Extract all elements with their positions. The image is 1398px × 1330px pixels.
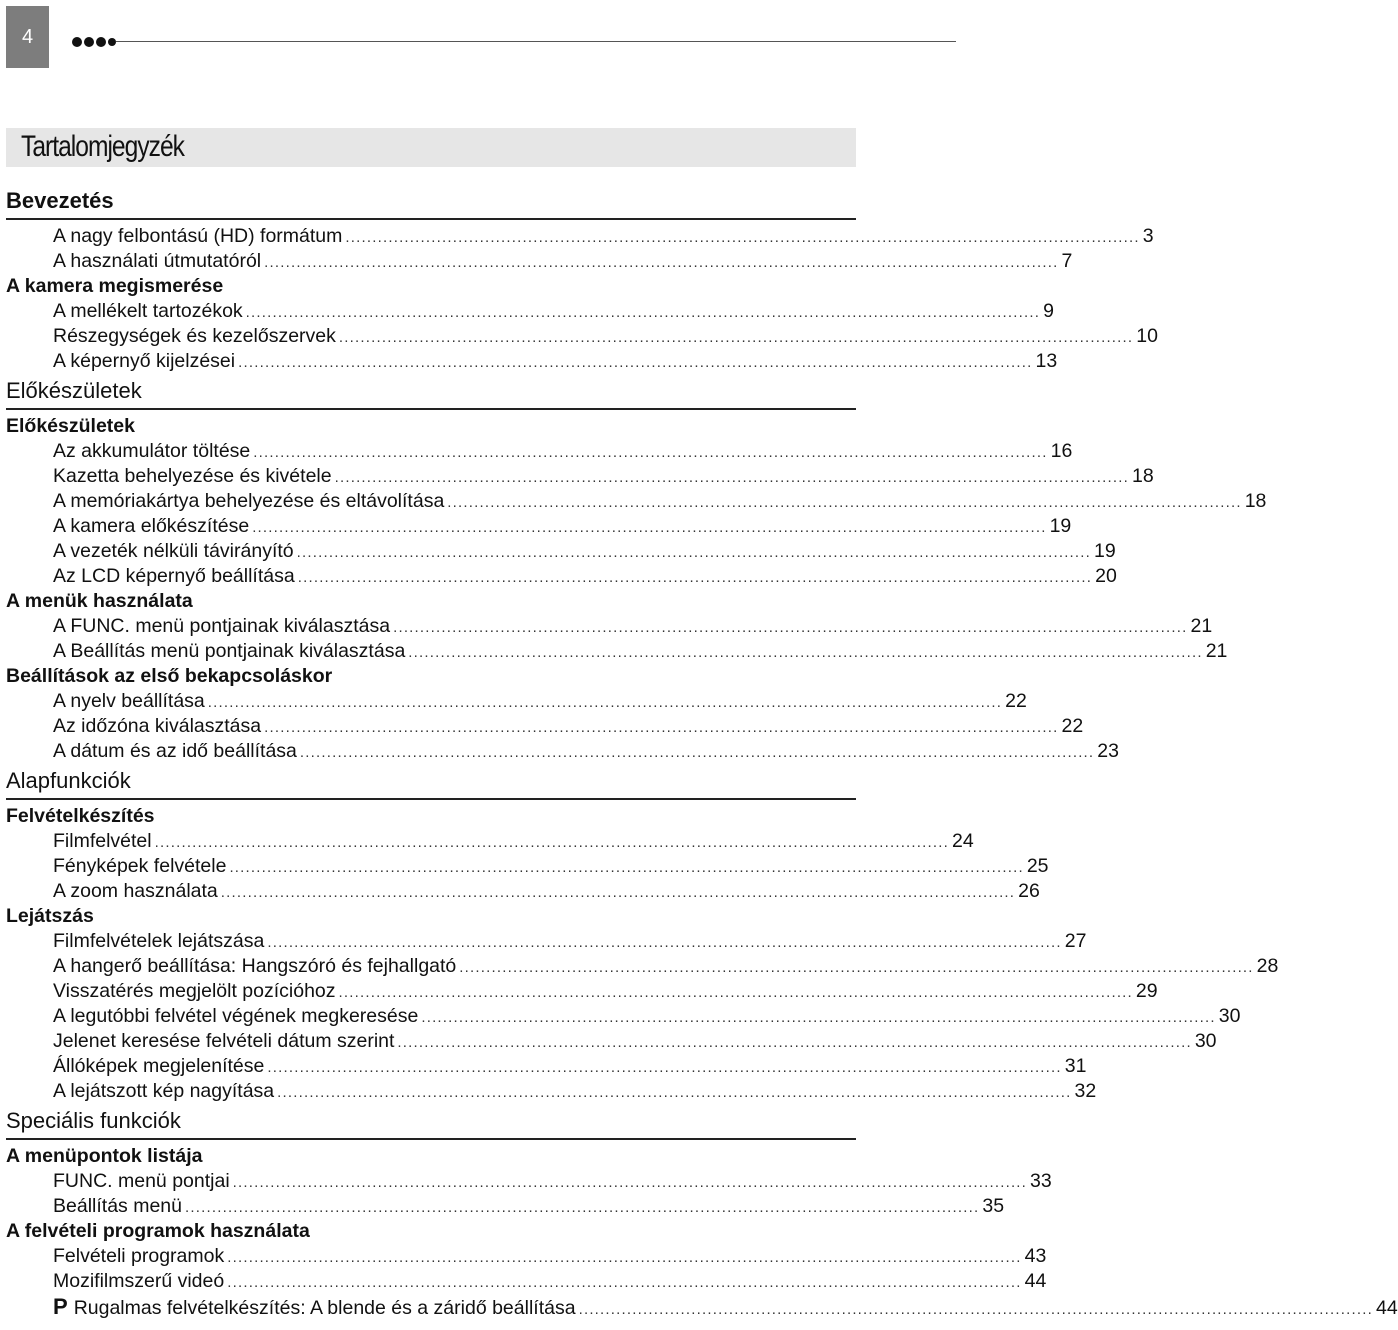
toc-entry-page: 21 — [1205, 640, 1228, 662]
table-of-contents — [6, 184, 1398, 1319]
toc-entry[interactable] — [6, 954, 1279, 979]
page-number-box — [6, 6, 49, 68]
toc-entry-label: Jelenet keresése felvételi dátum szerint — [53, 1030, 395, 1052]
header-dot — [72, 37, 82, 47]
leader-dots: .................................................................................................................................................... — [297, 569, 1093, 586]
section-heading: Bevezetés — [6, 184, 856, 220]
leader-dots: .................................................................................................................................................... — [299, 744, 1095, 761]
toc-entry-page: 19 — [1049, 515, 1072, 537]
leader-dots: .................................................................................................................................................... — [338, 329, 1134, 346]
toc-entry[interactable] — [6, 979, 1158, 1004]
toc-entry[interactable] — [6, 299, 1054, 324]
section-heading: Előkészületek — [6, 374, 856, 410]
toc-entry-label: Az időzóna kiválasztása — [53, 715, 262, 737]
toc-entry-page: 22 — [1005, 690, 1027, 712]
toc-entry[interactable] — [6, 1244, 1047, 1269]
leader-dots: .................................................................................................................................................... — [154, 834, 949, 851]
toc-entry-page: 26 — [1018, 880, 1040, 902]
header-dot — [84, 37, 94, 47]
subsection-heading: Lejátszás — [6, 905, 94, 927]
toc-entry-page: 44 — [1375, 1297, 1398, 1319]
toc-entry-page: 27 — [1064, 930, 1087, 952]
leader-dots: .................................................................................................................................................... — [253, 444, 1048, 461]
toc-entry-page: 21 — [1190, 615, 1213, 637]
toc-entry-page: 18 — [1244, 490, 1267, 512]
toc-entry-label: Visszatérés megjelölt pozícióhoz — [53, 980, 336, 1002]
toc-entry-label: Mozifilmszerű videó — [53, 1270, 225, 1292]
leader-dots: .................................................................................................................................................... — [264, 254, 1059, 271]
toc-entry-label: Felvételi programok — [53, 1245, 225, 1267]
toc-entry-page: 29 — [1135, 980, 1158, 1002]
toc-entry-label: A kamera előkészítése — [53, 515, 250, 537]
toc-entry[interactable] — [6, 324, 1158, 349]
toc-entry-page: 7 — [1061, 250, 1073, 272]
subsection-heading: Felvételkészítés — [6, 805, 155, 827]
toc-entry[interactable] — [6, 1294, 1398, 1319]
toc-entry-label: A dátum és az idő beállítása — [53, 740, 297, 762]
page-number: 4 — [21, 25, 34, 48]
toc-entry-label: A képernyő kijelzései — [53, 350, 236, 372]
toc-entry[interactable] — [6, 224, 1154, 249]
leader-dots: .................................................................................................................................................... — [421, 1009, 1216, 1026]
section-heading: Speciális funkciók — [6, 1104, 856, 1140]
toc-entry[interactable] — [6, 1194, 1005, 1219]
toc-entry[interactable] — [6, 539, 1116, 564]
leader-dots: .................................................................................................................................................... — [252, 519, 1047, 536]
header-dot — [96, 37, 106, 47]
toc-entry[interactable] — [6, 464, 1154, 489]
title-bar — [6, 128, 856, 167]
leader-dots: .................................................................................................................................................... — [245, 304, 1041, 321]
subsection-heading: A felvételi programok használata — [6, 1220, 310, 1242]
toc-entry[interactable] — [6, 829, 974, 854]
toc-entry-label: Részegységek és kezelőszervek — [53, 325, 336, 347]
leader-dots: .................................................................................................................................................... — [229, 859, 1024, 876]
leader-dots: .................................................................................................................................................... — [345, 229, 1140, 246]
toc-entry[interactable] — [6, 639, 1228, 664]
leader-dots: .................................................................................................................................................... — [338, 984, 1133, 1001]
toc-entry-page: 20 — [1095, 565, 1117, 587]
toc-entry-label: FUNC. menü pontjai — [53, 1170, 230, 1192]
toc-entry[interactable] — [6, 1054, 1087, 1079]
toc-entry[interactable] — [6, 854, 1049, 879]
toc-entry-page: 13 — [1035, 350, 1058, 372]
toc-entry-page: 28 — [1256, 955, 1279, 977]
toc-entry-page: 18 — [1131, 465, 1154, 487]
leader-dots: .................................................................................................................................................... — [277, 1084, 1072, 1101]
toc-entry-label: A használati útmutatóról — [53, 250, 262, 272]
toc-entry-page: 10 — [1136, 325, 1158, 347]
toc-entry[interactable] — [6, 349, 1058, 374]
toc-entry[interactable] — [6, 249, 1073, 274]
subsection-heading: A menüpontok listája — [6, 1145, 203, 1167]
toc-entry[interactable] — [6, 439, 1073, 464]
toc-entry-page: 23 — [1097, 740, 1119, 762]
subsection-heading: A menük használata — [6, 590, 193, 612]
toc-entry-label: Fényképek felvétele — [53, 855, 227, 877]
toc-entry-label: A vezeték nélküli távirányító — [53, 540, 294, 562]
leader-dots: .................................................................................................................................................... — [408, 644, 1203, 661]
leader-dots: .................................................................................................................................................... — [264, 719, 1059, 736]
toc-entry[interactable] — [6, 1079, 1097, 1104]
toc-entry-label: P Rugalmas felvételkészítés: A blende és a záridő beállítása — [53, 1294, 576, 1319]
toc-entry-label: A nagy felbontású (HD) formátum — [53, 225, 343, 247]
toc-entry[interactable] — [6, 1004, 1241, 1029]
toc-entry-page: 32 — [1074, 1080, 1097, 1102]
leader-dots: .................................................................................................................................................... — [267, 1059, 1062, 1076]
leader-dots: .................................................................................................................................................... — [267, 934, 1062, 951]
toc-entry[interactable] — [6, 564, 1117, 589]
leader-dots: .................................................................................................................................................... — [185, 1199, 980, 1216]
toc-entry-label: A legutóbbi felvétel végének megkeresése — [53, 1005, 419, 1027]
toc-entry[interactable] — [6, 929, 1087, 954]
toc-entry-label: Állóképek megjelenítése — [53, 1055, 265, 1077]
toc-entry-page: 44 — [1024, 1270, 1047, 1292]
toc-entry[interactable] — [6, 614, 1213, 639]
header-dot — [108, 38, 116, 46]
toc-entry[interactable] — [6, 489, 1267, 514]
toc-entry-page: 31 — [1064, 1055, 1087, 1077]
leader-dots: .................................................................................................................................................... — [397, 1034, 1192, 1051]
leader-dots: .................................................................................................................................................... — [207, 694, 1003, 711]
toc-entry[interactable] — [6, 739, 1119, 764]
toc-entry-page: 22 — [1061, 715, 1084, 737]
toc-entry[interactable] — [6, 689, 1027, 714]
leader-dots: .................................................................................................................................................... — [459, 959, 1254, 976]
leader-dots: .................................................................................................................................................... — [232, 1174, 1028, 1191]
toc-entry-label: A Beállítás menü pontjainak kiválasztása — [53, 640, 406, 662]
toc-entry-page: 33 — [1030, 1170, 1052, 1192]
toc-entry[interactable] — [6, 1269, 1047, 1294]
toc-entry-label: A lejátszott kép nagyítása — [53, 1080, 275, 1102]
page-title: Tartalomjegyzék — [21, 130, 184, 163]
toc-entry-page: 3 — [1142, 225, 1154, 247]
toc-entry-page: 19 — [1094, 540, 1116, 562]
header-dots — [72, 30, 116, 54]
leader-dots: .................................................................................................................................................... — [227, 1249, 1022, 1266]
toc-entry-page: 24 — [952, 830, 974, 852]
leader-dots: .................................................................................................................................................... — [334, 469, 1129, 486]
toc-entry-page: 30 — [1218, 1005, 1241, 1027]
leader-dots: .................................................................................................................................................... — [393, 619, 1188, 636]
toc-entry-label: A FUNC. menü pontjainak kiválasztása — [53, 615, 391, 637]
toc-entry[interactable] — [6, 879, 1040, 904]
leader-dots: .................................................................................................................................................... — [227, 1274, 1022, 1291]
leader-dots: .................................................................................................................................................... — [220, 884, 1016, 901]
toc-entry-label: A mellékelt tartozékok — [53, 300, 243, 322]
leader-dots: .................................................................................................................................................... — [296, 544, 1092, 561]
toc-entry-label: A nyelv beállítása — [53, 690, 205, 712]
toc-entry-page: 9 — [1043, 300, 1054, 322]
toc-entry-label: Filmfelvétel — [53, 830, 152, 852]
toc-entry-label: Filmfelvételek lejátszása — [53, 930, 265, 952]
leader-dots: .................................................................................................................................................... — [447, 494, 1242, 511]
subsection-heading: Beállítások az első bekapcsoláskor — [6, 665, 333, 687]
program-mark-icon: P — [53, 1294, 68, 1319]
toc-entry-page: 43 — [1024, 1245, 1047, 1267]
toc-entry-page: 30 — [1194, 1030, 1217, 1052]
toc-entry-page: 35 — [982, 1195, 1005, 1217]
toc-entry[interactable] — [6, 1029, 1217, 1054]
toc-entry[interactable] — [6, 1169, 1052, 1194]
toc-entry-label: A memóriakártya behelyezése és eltávolítása — [53, 490, 445, 512]
header-rule — [116, 41, 956, 42]
toc-entry-label: A hangerő beállítása: Hangszóró és fejhallgató — [53, 955, 457, 977]
section-heading: Alapfunkciók — [6, 764, 856, 800]
toc-entry-label: A zoom használata — [53, 880, 218, 902]
toc-entry-label: Az LCD képernyő beállítása — [53, 565, 295, 587]
subsection-heading: A kamera megismerése — [6, 275, 224, 297]
leader-dots: .................................................................................................................................................... — [238, 354, 1033, 371]
toc-entry-label: Az akkumulátor töltése — [53, 440, 251, 462]
toc-entry-page: 16 — [1050, 440, 1073, 462]
toc-entry-label: Beállítás menü — [53, 1195, 182, 1217]
toc-entry-page: 25 — [1026, 855, 1049, 877]
toc-entry-label: Kazetta behelyezése és kivétele — [53, 465, 332, 487]
toc-entry[interactable] — [6, 714, 1084, 739]
leader-dots: .................................................................................................................................................... — [578, 1301, 1373, 1318]
toc-entry[interactable] — [6, 514, 1072, 539]
subsection-heading: Előkészületek — [6, 415, 135, 437]
